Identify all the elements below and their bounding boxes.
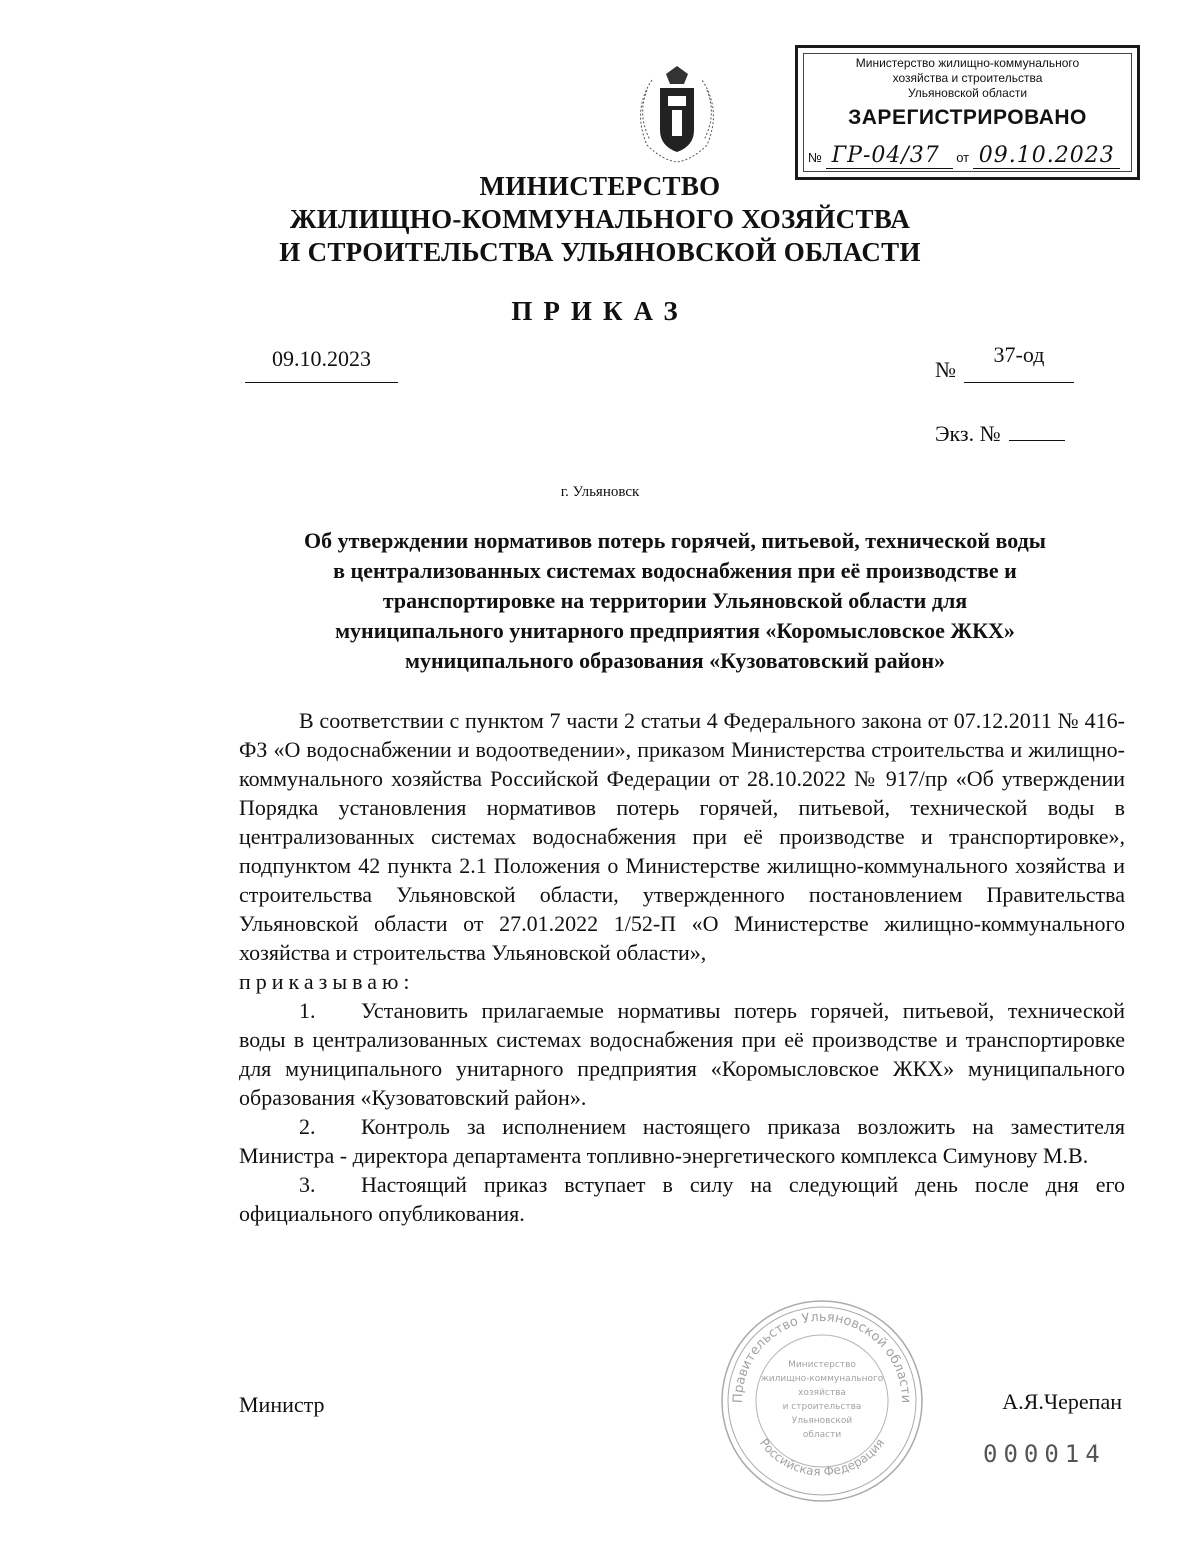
seal-outer-bottom-text: Российская Федерация: [756, 1436, 888, 1479]
ministry-title: [0, 170, 1200, 269]
stamp-org-line: Министерство жилищно-коммунального: [855, 56, 1080, 70]
stamp-number-line: [808, 143, 1120, 169]
subject-line: транспортировке на территории Ульяновской области для: [382, 588, 968, 613]
subject-line: Об утверждении нормативов потерь горячей, питьевой, технической воды: [304, 528, 1046, 553]
seal-outer-text: Правительство Ульяновской области: [730, 1309, 914, 1404]
seal-inner-line: области: [802, 1430, 842, 1440]
stamp-org-line: хозяйства и строительства: [892, 71, 1043, 85]
stamp-date-label: от: [956, 150, 970, 165]
stamp-registered-label: ЗАРЕГИСТРИРОВАНО: [848, 106, 1087, 129]
city: г. Ульяновск: [560, 484, 640, 500]
copy-number: [935, 420, 1065, 447]
seal-inner-line: хозяйства: [798, 1388, 846, 1398]
order-item: [239, 1170, 1125, 1228]
coat-of-arms-icon: [622, 60, 732, 170]
stamp-num-value: ГР-04/37: [826, 143, 953, 169]
stamp-organization: [798, 56, 1137, 101]
order-item: [239, 996, 1125, 1112]
ministry-title-line: И СТРОИТЕЛЬСТВА УЛЬЯНОВСКОЙ ОБЛАСТИ: [279, 237, 921, 267]
order-item-number: 1.: [299, 998, 316, 1023]
order-word-paragraph: [239, 967, 1125, 996]
order-word: приказываю:: [239, 969, 415, 994]
subject-line: муниципального образования «Кузоватовский район»: [404, 648, 946, 673]
order-number-label: №: [935, 357, 956, 382]
subject-line: в централизованных системах водоснабжения при её производстве и: [333, 558, 1017, 583]
order-subject: [210, 526, 1140, 676]
stamp-org-line: Ульяновской области: [907, 86, 1028, 100]
order-item: [239, 1112, 1125, 1170]
stamp-num-label: №: [808, 150, 822, 165]
registration-stamp: [795, 45, 1140, 180]
order-date: 09.10.2023: [245, 346, 398, 383]
official-seal: [718, 1297, 926, 1505]
seal-inner-line: жилищно-коммунального: [760, 1374, 884, 1384]
seal-inner-line: Ульяновской: [791, 1416, 853, 1426]
order-item-number: 3.: [299, 1172, 316, 1197]
copy-number-label: Экз. №: [935, 421, 1001, 446]
preamble: В соответствии с пунктом 7 части 2 статьи 4 Федерального закона от 07.12.2011 № 416-ФЗ «О водоснабжении и водоотведении», приказом Министерства строительства и жилищно-коммунального хозяйства Российской Федерации от 28.10.2022 № 917/пр «Об утверждении Порядка установления нормативов потерь горячей, питьевой, технической воды в централизованных системах водоснабжения при её производстве и транспортировке», подпунктом 42 пункта 2.1 Положения о Министерстве жилищно-коммунального хозяйства и строительства Ульяновской области, утвержденного постановлением Правительства Ульяновской области от 27.01.2022 1/52-П «О Министерстве жилищно-коммунального хозяйства и строительства Ульяновской области»,: [239, 708, 1125, 965]
page-number: 000014: [983, 1440, 1106, 1468]
copy-number-blank: [1009, 420, 1065, 441]
seal-inner-line: и строительства: [782, 1402, 862, 1412]
order-item-text: Контроль за исполнением настоящего приказа возложить на заместителя Министра - директора департамента топливно-энергетического комплекса Симунову М.В.: [239, 1114, 1125, 1168]
order-number-value: 37-од: [964, 342, 1074, 383]
document-type: ПРИКАЗ: [511, 296, 689, 326]
signatory-title: Министр: [239, 1392, 325, 1417]
ministry-title-line: ЖИЛИЩНО-КОММУНАЛЬНОГО ХОЗЯЙСТВА: [289, 204, 911, 234]
order-item-text: Настоящий приказ вступает в силу на следующий день после дня его официального опубликования.: [239, 1172, 1125, 1226]
order-body: [239, 706, 1125, 1228]
subject-line: муниципального унитарного предприятия «Коромысловское ЖКХ»: [335, 618, 1015, 643]
ministry-title-line: МИНИСТЕРСТВО: [479, 171, 721, 201]
signatory-name: А.Я.Черепан: [1002, 1389, 1122, 1414]
order-item-number: 2.: [299, 1114, 316, 1139]
order-item-text: Установить прилагаемые нормативы потерь горячей, питьевой, технической воды в централизованных системах водоснабжения при её производстве и транспортировке для муниципального унитарного предприятия «Коромысловское ЖКХ» муниципального образования «Кузоватовский район».: [239, 998, 1125, 1110]
stamp-date-value: 09.10.2023: [973, 143, 1120, 169]
seal-inner-line: Министерство: [788, 1360, 856, 1370]
order-number: [935, 342, 1074, 383]
